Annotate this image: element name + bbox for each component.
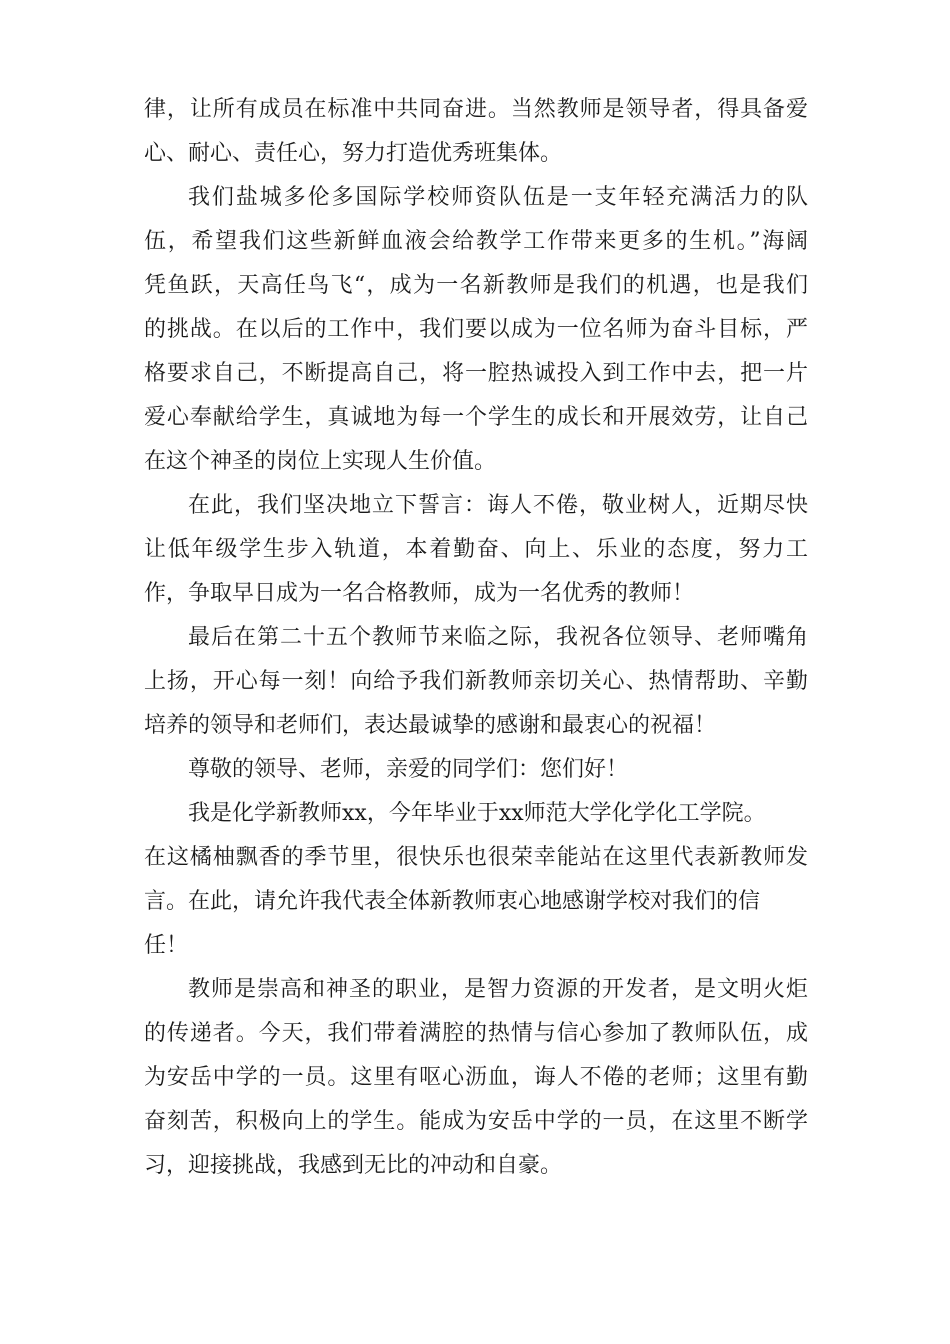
body-line: 心、耐心、责任心，努力打造优秀班集体。 <box>144 141 563 166</box>
paragraph-first-line: 教师是崇高和神圣的职业，是智力资源的开发者，是文明火炬 <box>188 977 808 1002</box>
body-line: 在这橘柚飘香的季节里，很快乐也很荣幸能站在这里代表新教师发 <box>144 845 808 870</box>
body-line: 言。在此，请允许我代表全体新教师衷心地感谢学校对我们的信 <box>144 889 761 914</box>
paragraph-first-line: 在此，我们坚决地立下誓言：诲人不倦，敬业树人，近期尽快 <box>188 493 808 518</box>
paragraph-first-line: 尊敬的领导、老师，亲爱的同学们：您们好！ <box>188 757 629 782</box>
body-line: 任！ <box>144 933 189 958</box>
document-body <box>144 88 808 1188</box>
paragraph-first-line: 我们盐城多伦多国际学校师资队伍是一支年轻充满活力的队 <box>188 185 808 210</box>
body-line: 的挑战。在以后的工作中，我们要以成为一位名师为奋斗目标，严 <box>144 317 808 342</box>
body-line: 习，迎接挑战，我感到无比的冲动和自豪。 <box>144 1153 563 1178</box>
body-line: 为安岳中学的一员。这里有呕心沥血，诲人不倦的老师；这里有勤 <box>144 1065 808 1090</box>
body-line: 的传递者。今天，我们带着满腔的热情与信心参加了教师队伍，成 <box>144 1021 808 1046</box>
body-line: 在这个神圣的岗位上实现人生价值。 <box>144 449 497 474</box>
body-line: 格要求自己，不断提高自己，将一腔热诚投入到工作中去，把一片 <box>144 361 808 386</box>
body-line: 律，让所有成员在标准中共同奋进。当然教师是领导者，得具备爱 <box>144 97 808 122</box>
body-line: 爱心奉献给学生，真诚地为每一个学生的成长和开展效劳，让自己 <box>144 405 808 430</box>
paragraph-first-line: 最后在第二十五个教师节来临之际，我祝各位领导、老师嘴角 <box>188 625 808 650</box>
body-line: 伍，希望我们这些新鲜血液会给教学工作带来更多的生机。”海阔 <box>144 229 808 254</box>
body-line: 凭鱼跃，天高任鸟飞“，成为一名新教师是我们的机遇，也是我们 <box>144 273 808 298</box>
body-line: 奋刻苦，积极向上的学生。能成为安岳中学的一员，在这里不断学 <box>144 1109 808 1134</box>
body-line: 上扬，开心每一刻！向给予我们新教师亲切关心、热情帮助、辛勤 <box>144 669 808 694</box>
body-line: 让低年级学生步入轨道，本着勤奋、向上、乐业的态度，努力工 <box>144 537 808 562</box>
body-line: 作，争取早日成为一名合格教师，成为一名优秀的教师！ <box>144 581 695 606</box>
paragraph-first-line: 我是化学新教师xx，今年毕业于xx师范大学化学化工学院。 <box>188 801 766 826</box>
body-line: 培养的领导和老师们，表达最诚挚的感谢和最衷心的祝福！ <box>144 713 717 738</box>
